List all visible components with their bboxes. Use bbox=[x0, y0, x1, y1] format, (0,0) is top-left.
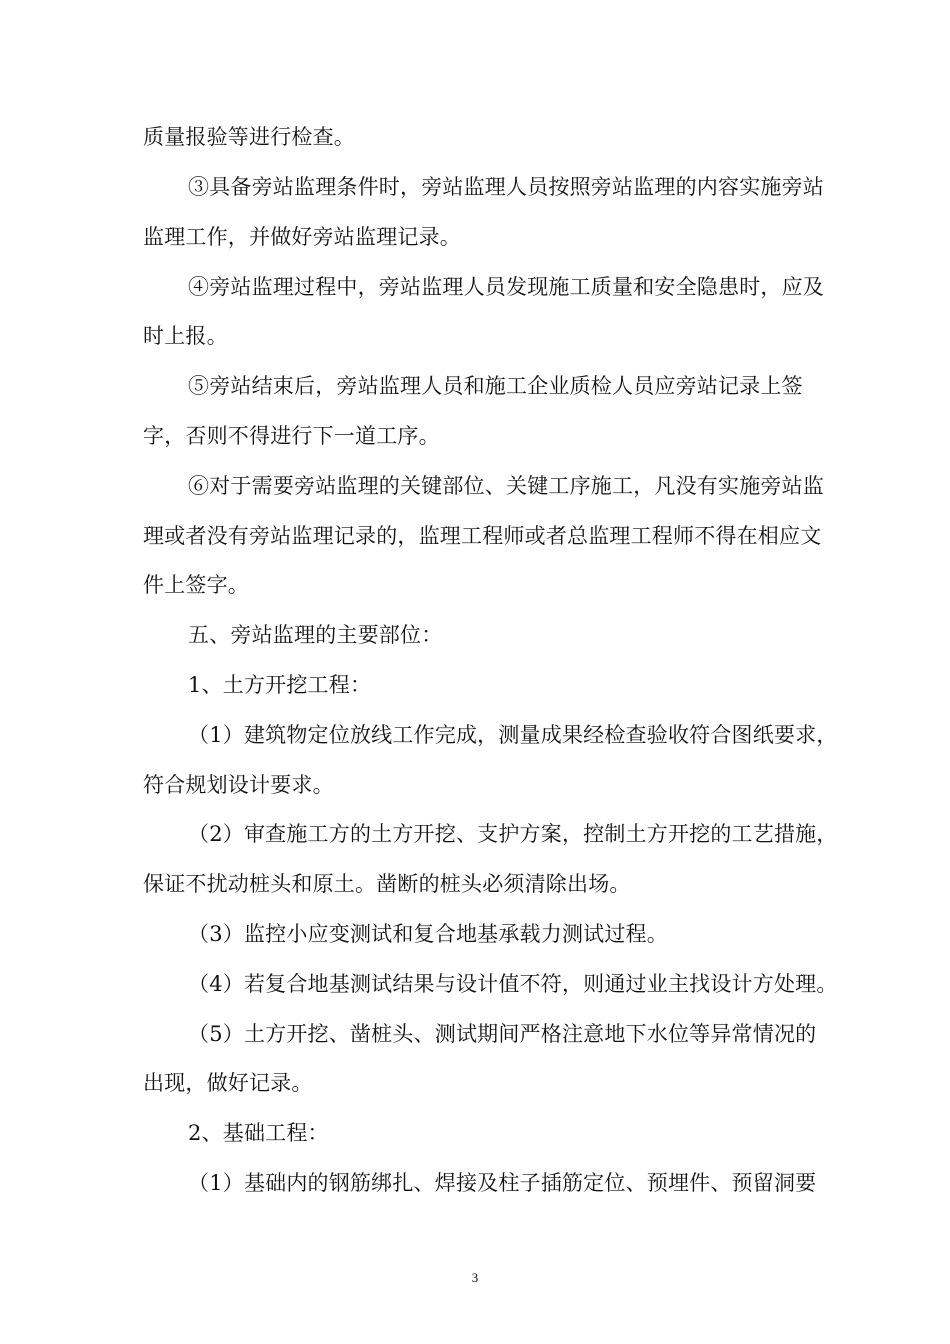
text-line: ③具备旁站监理条件时，旁站监理人员按照旁站监理的内容实施旁站 bbox=[188, 175, 824, 199]
text-line: （5）土方开挖、凿桩头、测试期间严格注意地下水位等异常情况的 bbox=[188, 1022, 817, 1046]
text-line: 出现，做好记录。 bbox=[143, 1071, 313, 1095]
text-line: （4）若复合地基测试结果与设计值不符，则通过业主找设计方处理。 bbox=[188, 972, 838, 996]
text-line: 字，否则不得进行下一道工序。 bbox=[143, 424, 440, 448]
section-heading: 五、旁站监理的主要部位： bbox=[188, 623, 443, 647]
text-line: 监理工作，并做好旁站监理记录。 bbox=[143, 225, 461, 249]
text-line: 符合规划设计要求。 bbox=[143, 773, 334, 797]
text-line: ⑤旁站结束后，旁站监理人员和施工企业质检人员应旁站记录上签 bbox=[188, 374, 803, 398]
text-line: ⑥对于需要旁站监理的关键部位、关键工序施工，凡没有实施旁站监 bbox=[188, 474, 824, 498]
text-line: ④旁站监理过程中，旁站监理人员发现施工质量和安全隐患时，应及 bbox=[188, 275, 824, 299]
text-line: （3）监控小应变测试和复合地基承载力测试过程。 bbox=[188, 922, 668, 946]
subsection-heading: 1、土方开挖工程： bbox=[188, 673, 372, 697]
text-line: 保证不扰动桩头和原土。凿断的桩头必须清除出场。 bbox=[143, 872, 631, 896]
text-line: 件上签字。 bbox=[143, 573, 249, 597]
text-line: （2）审查施工方的土方开挖、支护方案，控制土方开挖的工艺措施， bbox=[188, 822, 838, 846]
text-line: （1）基础内的钢筋绑扎、焊接及柱子插筋定位、预埋件、预留洞要 bbox=[188, 1171, 817, 1195]
text-line: 质量报验等进行检查。 bbox=[143, 125, 355, 149]
subsection-heading: 2、基础工程： bbox=[188, 1121, 329, 1145]
text-line: 理或者没有旁站监理记录的，监理工程师或者总监理工程师不得在相应文 bbox=[143, 524, 822, 548]
text-line: （1）建筑物定位放线工作完成，测量成果经检查验收符合图纸要求， bbox=[188, 723, 838, 747]
text-line: 时上报。 bbox=[143, 324, 228, 348]
page-number: 3 bbox=[471, 1270, 479, 1285]
